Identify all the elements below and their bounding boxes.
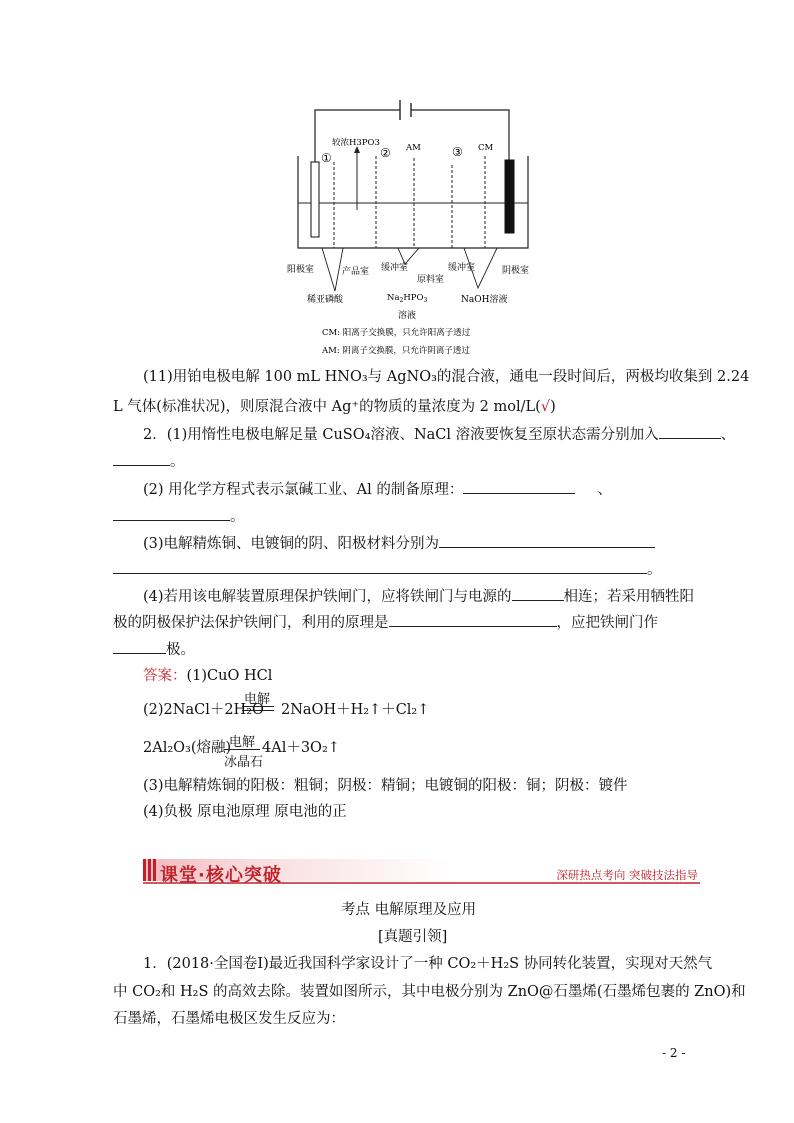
raw-pointer bbox=[398, 248, 419, 264]
section-title: 课堂·核心突破 bbox=[160, 865, 282, 886]
q2-p1-text: 2．(1)用惰性电极电解足量 CuSO₄溶液、NaCl 溶液要恢复至原状态需分别加入 bbox=[143, 427, 659, 443]
answer-2b-cond-bottom: 冰晶石 bbox=[224, 755, 264, 770]
label-3: ③ bbox=[452, 145, 463, 159]
answer-line1 bbox=[143, 666, 272, 686]
q11-line2-close: ) bbox=[550, 399, 556, 415]
answer-blank[interactable] bbox=[389, 611, 557, 627]
anode-electrode bbox=[311, 162, 319, 237]
q2-p1-line2 bbox=[113, 450, 185, 472]
cathode-electrode bbox=[505, 160, 514, 233]
answer-blank[interactable] bbox=[512, 585, 564, 601]
dilute-acid-pointer bbox=[322, 248, 343, 291]
q2-p1-end: 。 bbox=[170, 454, 185, 470]
answer-blank[interactable] bbox=[113, 505, 230, 521]
naoh-label: NaOH溶液 bbox=[461, 295, 508, 305]
answer-label: 答案： bbox=[143, 668, 187, 684]
answer-blank[interactable] bbox=[659, 423, 721, 439]
q2-p4-text-d: ，应把铁闸门作 bbox=[556, 615, 658, 631]
q1-line2: 中 CO₂和 H₂S 的高效去除。装置如图所示，其中电极分别为 ZnO@石墨烯(石墨烯包裹的 ZnO)和 bbox=[113, 984, 746, 1000]
q2-p2-text: (2) 用化学方程式表示氯碱工业、Al 的制备原理： bbox=[143, 482, 464, 498]
answer-2b-left: 2Al₂O₃(熔融) bbox=[143, 740, 232, 756]
topic-heading: 考点 电解原理及应用 bbox=[341, 902, 477, 918]
solution-label: 溶液 bbox=[398, 311, 417, 321]
cm-note: CM: 阳离子交换膜，只允许阳离子透过 bbox=[322, 328, 471, 338]
q2-p4-text-a: (4)若用该电解装置原理保护铁闸门，应将铁闸门与电源的 bbox=[143, 589, 512, 605]
guide-heading: [真题引领] bbox=[378, 929, 448, 945]
q2-p1-line1 bbox=[143, 423, 735, 445]
answer-1: (1)CuO HCl bbox=[186, 668, 273, 684]
buffer-room-2-label: 缓冲室 bbox=[448, 263, 476, 273]
answer-blank[interactable] bbox=[113, 450, 170, 466]
q2-p4-line2 bbox=[113, 611, 658, 633]
answer-2-condition: 电解 bbox=[244, 692, 271, 707]
am-note: AM: 阴离子交换膜，只允许阴离子透过 bbox=[322, 346, 470, 356]
q2-p3-text: (3)电解精炼铜、电镀铜的阴、阳极材料分别为 bbox=[143, 536, 440, 552]
raw-room-label: 原料室 bbox=[417, 275, 445, 285]
q2-p4-line1 bbox=[143, 585, 694, 607]
anode-room-label: 阳极室 bbox=[287, 265, 315, 275]
answer-2-right: 2NaOH＋H₂↑＋Cl₂↑ bbox=[281, 702, 430, 718]
answer-4: (4)负极 原电池原理 原电池的正 bbox=[143, 804, 347, 820]
q11-line2-text: L 气体(标准状况)，则原混合液中 Ag⁺的物质的量浓度为 2 mol/L( bbox=[113, 399, 541, 415]
answer-2b-cond-top: 电解 bbox=[229, 735, 256, 750]
q2-p4-text-c: 极的阴极保护法保护铁闸门，利用的原理是 bbox=[113, 615, 389, 631]
answer-blank[interactable] bbox=[113, 638, 166, 654]
arrow-bar bbox=[224, 749, 260, 750]
q2-p2-sep: 、 bbox=[597, 482, 612, 498]
na2hpo3-label: $Na_2HPO_3$ bbox=[387, 293, 428, 304]
cm-label: CM bbox=[478, 143, 494, 153]
page-number: - 2 - bbox=[662, 1046, 686, 1060]
q1-line1: 1．(2018·全国卷Ⅰ)最近我国科学家设计了一种 CO₂＋H₂S 协同转化装置，实现对天然气 bbox=[143, 956, 713, 972]
q2-p1-sep: 、 bbox=[720, 427, 736, 443]
q1-line3: 石墨烯，石墨烯电极区发生反应为： bbox=[113, 1011, 345, 1027]
q11-line1: (11)用铂电极电解 100 mL HNO₃与 AgNO₃的混合液，通电一段时间后，两极均收集到 2.24 bbox=[143, 369, 750, 385]
label-2: ② bbox=[380, 146, 391, 160]
q2-p3-line1 bbox=[143, 532, 655, 554]
q2-p2-line1 bbox=[143, 478, 612, 500]
q2-p3-end: 。 bbox=[647, 562, 662, 578]
q2-p4-line3 bbox=[113, 638, 195, 660]
q2-p4-end: 极。 bbox=[166, 642, 195, 658]
q11-line2 bbox=[113, 397, 556, 417]
q2-p4-text-b: 相连；若采用牺牲阳 bbox=[563, 589, 695, 605]
dilute-acid-label: 稀亚磷酸 bbox=[307, 295, 344, 305]
cathode-room-label: 阴极室 bbox=[502, 266, 530, 276]
check-mark: √ bbox=[540, 399, 551, 415]
answer-2-left: (2)2NaCl＋2H₂O bbox=[143, 702, 264, 718]
product-room-label: 产品室 bbox=[342, 267, 370, 277]
answer-3: (3)电解精炼铜的阳极：粗铜；阴极：精铜；电镀铜的阳极：铜；阴极：镀件 bbox=[143, 778, 628, 794]
answer-2b-right: 4Al＋3O₂↑ bbox=[262, 740, 340, 756]
answer-blank[interactable] bbox=[463, 478, 575, 494]
top-product-label: 较浓H3PO3 bbox=[332, 138, 380, 148]
answer-blank[interactable] bbox=[113, 558, 647, 574]
q2-p2-end: 。 bbox=[230, 509, 245, 525]
equals-bar-top bbox=[242, 706, 274, 707]
am-label: AM bbox=[406, 143, 421, 153]
answer-blank[interactable] bbox=[439, 532, 655, 548]
label-1: ① bbox=[321, 151, 332, 165]
q2-p2-line2 bbox=[113, 505, 245, 527]
tank-outline bbox=[298, 156, 528, 248]
equals-bar-bottom bbox=[242, 710, 274, 711]
electrolysis-diagram bbox=[280, 90, 550, 360]
section-subtitle: 深研热点考向 突破技法指导 bbox=[556, 868, 698, 882]
q2-p3-line2 bbox=[113, 558, 662, 580]
buffer-room-1-label: 缓冲室 bbox=[381, 263, 409, 273]
